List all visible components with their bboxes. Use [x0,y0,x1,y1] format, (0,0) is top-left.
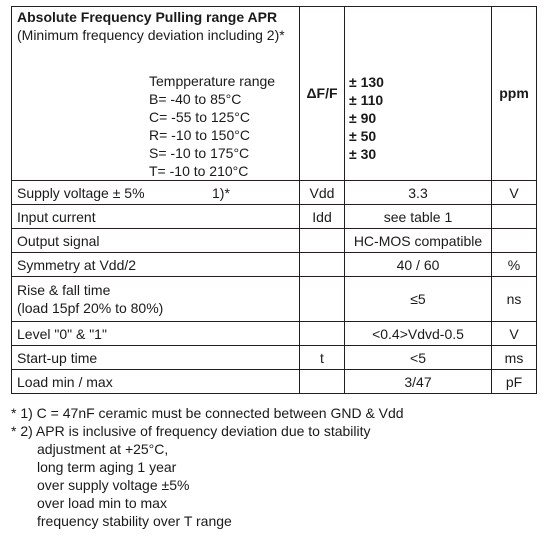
value-cell: see table 1 [345,205,492,229]
symbol-cell: Idd [300,205,345,229]
unit-cell: V [492,181,537,205]
param-cell [12,181,300,205]
apr-values-cell [345,7,492,181]
symbol-cell [300,229,345,253]
temperature-range-item: R= -10 to 150°C [149,127,250,143]
apr-symbol: ΔF/F [306,85,338,101]
value-cell: 3.3 [345,181,492,205]
temperature-range-item: S= -10 to 175°C [149,145,250,161]
table-row [12,253,537,277]
symbol-cell [300,370,345,394]
apr-title: Absolute Frequency Pulling range APR [17,9,278,25]
temperature-range-list [149,72,294,180]
temperature-range-item: T= -10 to 210°C [149,163,249,179]
param-cell: Symmetry at Vdd/2 [12,253,300,277]
temperature-range-item: C= -55 to 125°C [149,109,250,125]
symbol-cell [300,253,345,277]
param-sublabel: (load 15pf 20% to 80%) [17,300,164,316]
footnote-line: long term aging 1 year [37,459,177,475]
value-cell: <0.4>Vdvd-0.5 [345,322,492,346]
unit-cell [492,229,537,253]
footnotes [11,404,404,530]
apr-row [12,7,537,181]
unit-cell: % [492,253,537,277]
value-cell: 40 / 60 [345,253,492,277]
value-cell: ≤5 [345,277,492,322]
spec-table [11,6,537,394]
footnote-ref: 1)* [212,184,230,201]
param-cell: Input current [12,205,300,229]
param-cell: Load min / max [12,370,300,394]
unit-cell [492,205,537,229]
apr-value: ± 90 [349,110,377,126]
value-cell: <5 [345,346,492,370]
param-cell: Level "0" & "1" [12,322,300,346]
unit-cell: ms [492,346,537,370]
value-cell: 3/47 [345,370,492,394]
footnote: * 2) APR is inclusive of frequency deviation due to stability [11,423,371,439]
param-label: Supply voltage ± 5% [17,184,145,201]
param-cell [12,277,300,322]
footnote-line: adjustment at +25°C, [37,441,169,457]
temperature-range-label: Tempperature range [149,73,276,89]
table-row [12,322,537,346]
apr-unit-cell [492,7,537,181]
unit-cell: pF [492,370,537,394]
footnote-line: over supply voltage ±5% [37,477,190,493]
temperature-range-item: B= -40 to 85°C [149,91,242,107]
symbol-cell: t [300,346,345,370]
apr-subtitle: (Minimum frequency deviation including 2)* [17,27,285,43]
footnote: * 1) C = 47nF ceramic must be connected between GND & Vdd [11,405,404,421]
param-cell: Start-up time [12,346,300,370]
apr-value: ± 30 [349,146,377,162]
symbol-cell: Vdd [300,181,345,205]
apr-value-list [349,73,486,163]
table-row [12,346,537,370]
param-cell: Output signal [12,229,300,253]
param-label: Rise & fall time [17,282,111,298]
apr-value: ± 110 [349,92,384,108]
value-cell: HC-MOS compatible [345,229,492,253]
footnote-line: frequency stability over T range [37,513,232,529]
apr-symbol-cell [300,7,345,181]
unit-cell: V [492,322,537,346]
apr-value: ± 130 [349,74,384,90]
table-row [12,277,537,322]
table-row [12,181,537,205]
table-row [12,370,537,394]
apr-unit: ppm [499,85,529,101]
symbol-cell [300,322,345,346]
table-row [12,229,537,253]
table-row [12,205,537,229]
footnote-line: over load min to max [37,495,167,511]
symbol-cell [300,277,345,322]
apr-value: ± 50 [349,128,377,144]
apr-description-cell [12,7,300,181]
unit-cell: ns [492,277,537,322]
